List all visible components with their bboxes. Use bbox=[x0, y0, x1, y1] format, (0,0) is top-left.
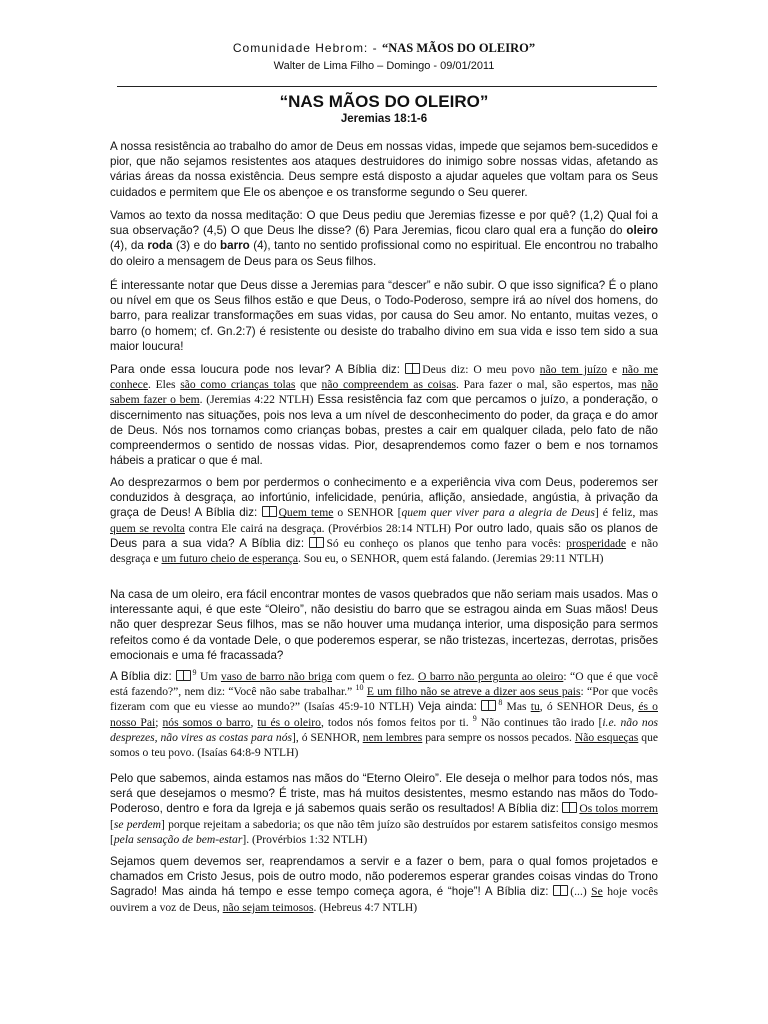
paragraph-4 bbox=[110, 362, 658, 468]
paragraph-7 bbox=[110, 669, 658, 760]
text: . Eles bbox=[147, 378, 181, 392]
text: que somos o teu povo. (Isaías 64:8-9 NTLH) bbox=[110, 730, 659, 760]
underline: não compreendem as coisas bbox=[321, 378, 456, 392]
underline: um futuro cheio de esperança bbox=[161, 552, 298, 566]
text: para sempre os nossos pecados. bbox=[422, 730, 575, 744]
underline: E um filho não se atreve a dizer aos seus pais bbox=[366, 685, 581, 699]
paragraph-5 bbox=[110, 475, 658, 566]
verse-number: 8 bbox=[498, 698, 503, 708]
bible-icon bbox=[405, 363, 420, 374]
bible-icon bbox=[562, 802, 577, 813]
text: , bbox=[250, 715, 258, 729]
text: Pelo que sabemos, ainda estamos nas mãos do “Eterno Oleiro”. Ele deseja o melhor para todos nós, mas será que desejamos o mesmo? É triste, mas há muitos desistentes, mesmo estando nas mãos do Todo-Poderoso, dentro e fora da Igreja e já sabemos quais serão os resultados! A Bíblia diz: bbox=[110, 772, 658, 816]
underline: tu bbox=[530, 700, 540, 714]
text: Ao desprezarmos o bem por perdermos o conhecimento e a experiência viva com Deus, poderemos ser conduzidos à desgraça, ao infortúnio, infelicidade, penúria, aflição, ansiedade, angústia, à privação da graça de Deus! A Bíblia diz: bbox=[110, 476, 658, 520]
text: Deus diz: O meu povo bbox=[422, 363, 540, 376]
italic-note: se perdem bbox=[113, 817, 162, 831]
underline: não tem juízo bbox=[539, 363, 608, 376]
bible-icon bbox=[262, 506, 277, 517]
text: Mas bbox=[502, 700, 531, 714]
bible-icon bbox=[309, 537, 324, 548]
text: Vamos ao texto da nossa meditação: O que Deus pediu que Jeremias fizesse e por quê? (1,2) Qual foi a sua observação? (4,5) O que Deus lhe disse? (6) Para Jeremias, ficou claro qual era a função do bbox=[110, 209, 658, 238]
text: ] é feliz, mas bbox=[594, 506, 659, 520]
header-line bbox=[0, 41, 768, 56]
text: Por outro lado, quais são os planos de Deus para a sua vida? A Bíblia diz: bbox=[110, 521, 659, 550]
bible-icon bbox=[481, 700, 496, 711]
bible-icon bbox=[553, 885, 568, 896]
paragraph-8 bbox=[110, 771, 658, 847]
text: Essa resistência faz com que percamos o juízo, a ponderação, o discernimento nas situações, pois nos leva a um nível de desconhecimento do poder, da graça e do amor de Deus. Nós nos tornamos como crianças bobas, prestes a cair em qualquer cilada, pelo fato de não compreendermos o sentido de nossas vidas. Pior, desaprendemos como fazer o bem e nos tornamos hábeis a praticar o que é mal. bbox=[110, 393, 658, 468]
underline: não me conhece bbox=[110, 363, 658, 392]
text: Um bbox=[196, 670, 221, 683]
paragraph-6: Na casa de um oleiro, era fácil encontrar montes de vasos quebrados que não seriam mais usados. Mas o interessante aqui, é que este “Oleiro”, não desistiu do barro que se estragou ainda em Suas mãos! Deus não quer desprezar Seus filhos, mas se não houver uma mudança interior, uma disposição para sermos refeitos como é da vontade Dele, o que poderemos esperar, se não tristezas, incertezas, derrotas, prisões emocionais e uma fé fracassada? bbox=[110, 588, 658, 662]
paragraph-2 bbox=[110, 208, 658, 269]
header-dash: - bbox=[368, 41, 382, 55]
text: (4), tanto no sentido profissional como no espiritual. Ele encontrou no trabalho do oleiro a mensagem de Deus para os Seus filhos. bbox=[110, 239, 658, 268]
verse-number: 10 bbox=[355, 683, 364, 693]
text: ; bbox=[155, 715, 163, 729]
italic-note: pela sensação de bem-estar bbox=[113, 832, 243, 846]
verse-number: 9 bbox=[472, 713, 477, 723]
underline: não sejam teimosos bbox=[222, 900, 314, 914]
underline: és o nosso Pai bbox=[110, 700, 658, 729]
page-title: “NAS MÃOS DO OLEIRO” bbox=[279, 92, 489, 111]
text: Não continues tão irado [ bbox=[476, 715, 603, 729]
text: e bbox=[607, 363, 623, 376]
underline: Os tolos morrem bbox=[579, 802, 658, 816]
text: , ó SENHOR Deus, bbox=[539, 700, 639, 714]
paragraph-1: A nossa resistência ao trabalho do amor de Deus em nossas vidas, impede que sejamos bem-sucedidos e pior, que não sejamos resistentes aos ataques destruidores do inimigo sobre nossas vidas, afetando as várias áreas da nossa existência. Deus sempre está disposto a ajudar aqueles que voltam para os Seus cuidados e permitem que Ele os abençoe e os transforme segundo o Seu querer. bbox=[110, 140, 658, 199]
text: Para onde essa loucura pode nos levar? A Bíblia diz: bbox=[110, 363, 406, 376]
underline: Não esqueças bbox=[574, 730, 639, 744]
text: com quem o fez. bbox=[332, 670, 419, 683]
text: A Bíblia diz: bbox=[110, 670, 176, 683]
underline: nem lembres bbox=[362, 730, 423, 744]
text: o SENHOR [ bbox=[333, 506, 402, 520]
text: ], ó SENHOR, bbox=[292, 730, 363, 744]
text: que bbox=[295, 378, 322, 392]
underline: são como crianças tolas bbox=[180, 378, 296, 392]
italic-note: i.e. não nos desprezes, não vires as costas para nós bbox=[110, 715, 659, 744]
underline: Se bbox=[591, 885, 603, 899]
bold-term: oleiro bbox=[626, 224, 658, 238]
header-author-line: Walter de Lima Filho – Domingo - 09/01/2011 bbox=[273, 60, 495, 72]
underline: prosperidade bbox=[566, 536, 627, 550]
header-series: “NAS MÃOS DO OLEIRO” bbox=[381, 41, 536, 55]
text: Só eu conheço os planos que tenho para vocês: bbox=[326, 536, 567, 550]
underline: tu és o oleiro bbox=[257, 715, 321, 729]
text: (4), da bbox=[110, 239, 148, 253]
underline: vaso de barro não briga bbox=[220, 670, 333, 683]
bold-term: roda bbox=[147, 239, 173, 253]
underline: não sabem fazer o bem bbox=[110, 378, 659, 407]
text: , todos nós fomos feitos por ti. bbox=[320, 715, 473, 729]
paragraph-3: É interessante notar que Deus disse a Jeremias para “descer” e não subir. O que isso significa? É o plano ou nível em que os Seus filhos estão e que Deus, o Todo-Poderoso, sempre irá ao nível dos homens, do barro, para realizar transformações em suas vidas, por causa do Seu amor. No entanto, muitas vezes, o barro (o homem; cf. Gn.2:7) é resistente ou desiste do trabalho divino em sua vida e isso tem sido a sua maior loucura! bbox=[110, 279, 658, 353]
text: [ bbox=[110, 817, 114, 831]
underline: quem se revolta bbox=[110, 521, 185, 535]
text: . (Jeremias 4:22 NTLH) bbox=[199, 393, 314, 407]
text: (3) e do bbox=[172, 239, 221, 253]
text: . (Hebreus 4:7 NTLH) bbox=[313, 900, 418, 914]
italic-note: quem quer viver para a alegria de Deus bbox=[401, 506, 595, 520]
bible-icon bbox=[176, 670, 191, 681]
text: Sejamos quem devemos ser, reaprendamos a servir e a fazer o bem, para o qual fomos projetados e chamados em Cristo Jesus, pois de outro modo, não poderemos esperar grandes coisas vindas do Trono Sagrado! Mas ainda há tempo e esse tempo começa agora, é “hoje”! A Bíblia diz: bbox=[110, 855, 658, 899]
header-org: Comunidade Hebrom: bbox=[232, 41, 369, 55]
underline: nós somos o barro bbox=[162, 715, 251, 729]
text: e não desgraça e bbox=[110, 536, 658, 566]
text: ] porque rejeitam a sabedoria; os que não têm juízo são destruídos por estarem satisfeitos consigo mesmos [ bbox=[110, 817, 658, 846]
underline: O barro não pergunta ao oleiro bbox=[418, 670, 564, 683]
text: . Para fazer o mal, são espertos, mas bbox=[455, 378, 642, 392]
bold-term: barro bbox=[220, 239, 250, 253]
text: : “O que é que você está fazendo?”, nem diz: “Você não sabe trabalhar.” bbox=[110, 670, 658, 699]
header-divider bbox=[117, 86, 657, 87]
underline: Quem teme bbox=[278, 506, 334, 520]
text: (...) bbox=[570, 885, 592, 899]
text: contra Ele cairá na desgraça. (Provérbios 28:14 NTLH) bbox=[184, 521, 451, 535]
text: ]. (Provérbios 1:32 NTLH) bbox=[242, 832, 368, 846]
text: Veja ainda: bbox=[413, 700, 482, 714]
verse-number: 9 bbox=[192, 668, 197, 678]
page-subtitle: Jeremias 18:1-6 bbox=[340, 113, 428, 125]
text: hoje vocês ouvirem a voz de Deus, bbox=[110, 885, 658, 914]
paragraph-9 bbox=[110, 854, 658, 915]
text: : “Por que vocês fizeram com que eu viesse ao mundo?” (Isaías 45:9-10 NTLH) bbox=[110, 685, 658, 714]
text: . Sou eu, o SENHOR, quem está falando. (Jeremias 29:11 NTLH) bbox=[298, 552, 604, 566]
